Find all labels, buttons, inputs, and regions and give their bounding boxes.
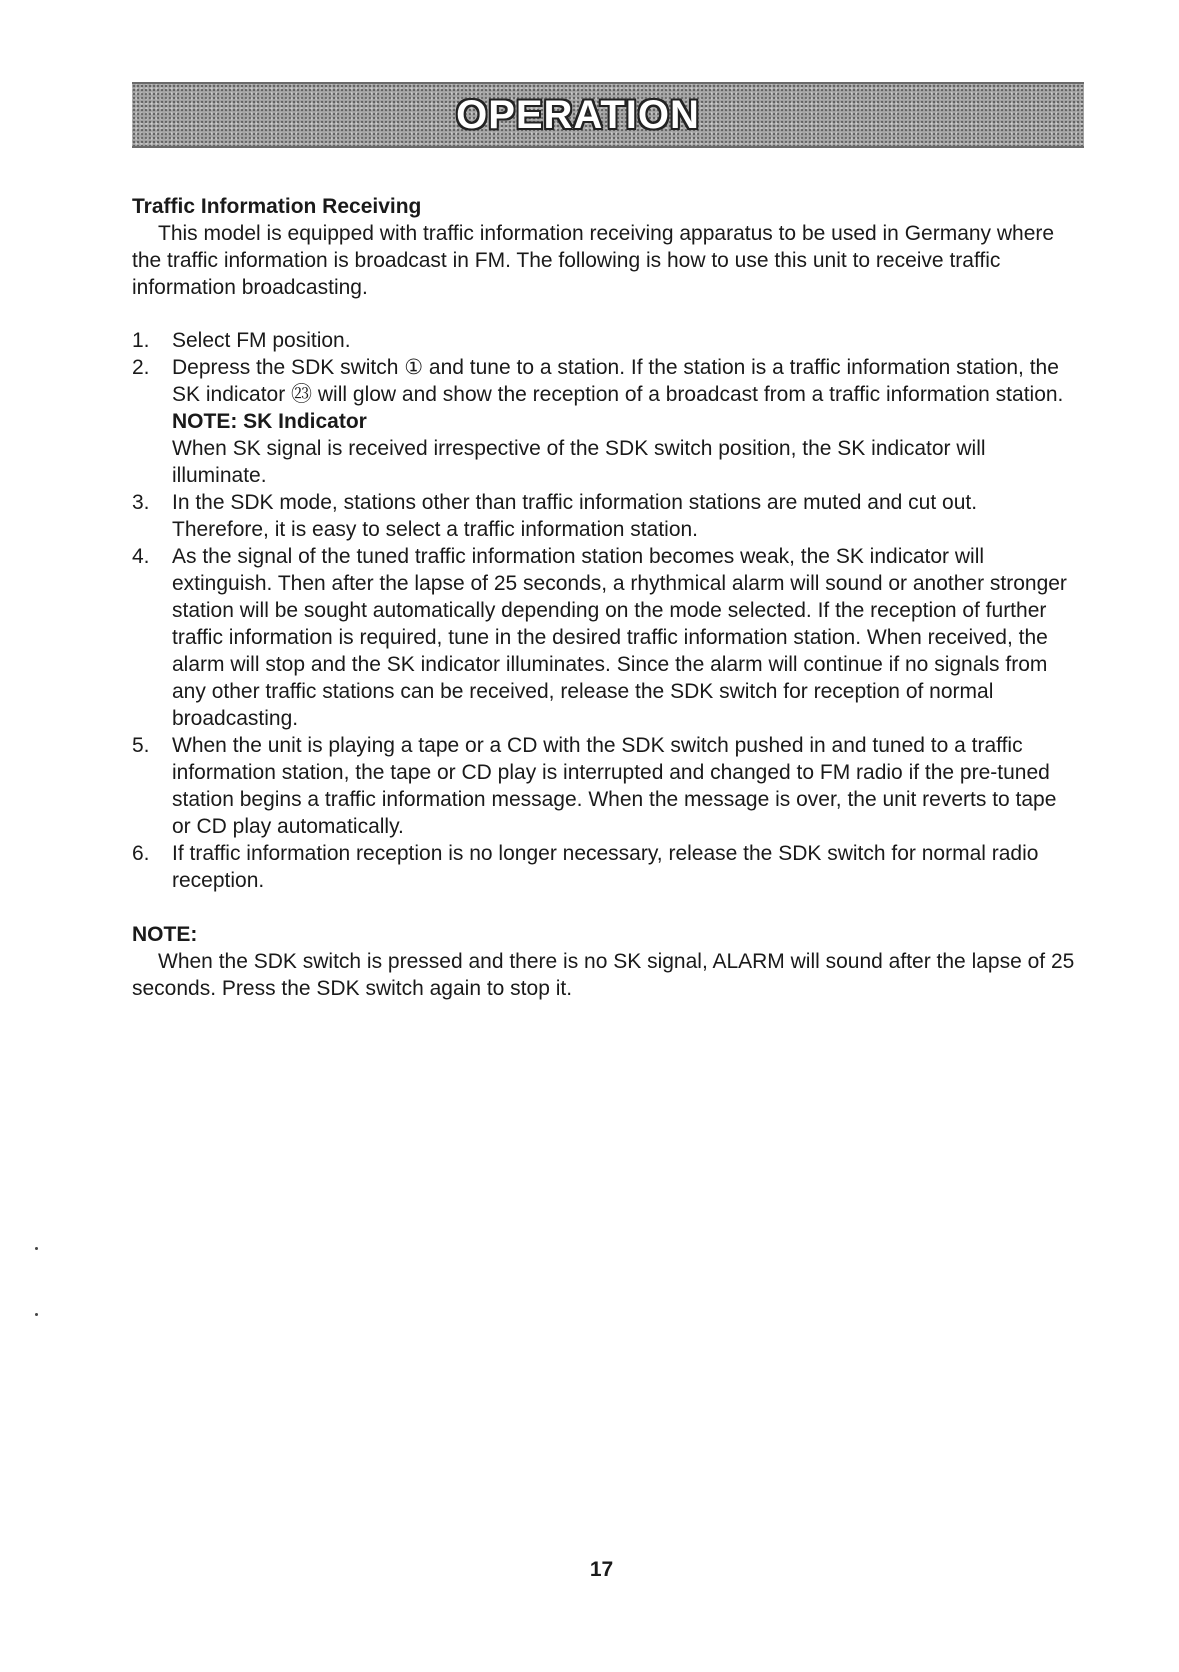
sk-indicator-note-title: NOTE: SK Indicator — [172, 410, 367, 433]
step-item — [132, 732, 1077, 840]
intro-paragraph: This model is equipped with traffic information receiving apparatus to be used in Germany where the traffic information is broadcast in FM. The following is how to use this unit to receive traffic information broadcasting. — [132, 222, 1055, 299]
scan-speck — [35, 1247, 38, 1250]
step-number: 6. — [132, 842, 150, 865]
step-item — [132, 840, 1077, 894]
step-item — [132, 327, 1077, 354]
step-text: In the SDK mode, stations other than traffic information stations are muted and cut out. Therefore, it is easy to select a traffic information station. — [172, 491, 978, 541]
scan-speck — [35, 1313, 38, 1316]
step-body — [172, 489, 1077, 543]
step-number: 5. — [132, 734, 150, 757]
step-body — [172, 354, 1077, 489]
sk-indicator-note-text: When SK signal is received irrespective of the SDK switch position, the SK indicator will illuminate. — [172, 437, 986, 487]
page-content — [132, 193, 1077, 1002]
step-number: 4. — [132, 545, 150, 568]
section-heading: Traffic Information Receiving — [132, 195, 422, 218]
banner-title: OPERATION — [456, 92, 700, 137]
step-number: 2. — [132, 356, 150, 379]
step-body — [172, 543, 1077, 732]
section-banner — [132, 82, 1084, 148]
note-heading: NOTE: — [132, 923, 198, 946]
step-item — [132, 543, 1077, 732]
step-body — [172, 840, 1077, 894]
step-number: 1. — [132, 329, 150, 352]
step-item — [132, 354, 1077, 489]
step-number: 3. — [132, 491, 150, 514]
step-text: If traffic information reception is no longer necessary, release the SDK switch for normal radio reception. — [172, 842, 1039, 892]
step-text: Select FM position. — [172, 329, 351, 352]
note-text: When the SDK switch is pressed and there is no SK signal, ALARM will sound after the lapse of 25 seconds. Press the SDK switch again to stop it. — [132, 950, 1075, 1000]
step-item — [132, 489, 1077, 543]
step-text: As the signal of the tuned traffic information station becomes weak, the SK indicator will extinguish. Then after the lapse of 25 seconds, a rhythmical alarm will sound or another stronger station will be sought automatically depending on the mode selected. If the reception of further traffic information is required, tune in the desired traffic information station. When received, the alarm will stop and the SK indicator illuminates. Since the alarm will continue if no signals from any other traffic stations can be received, release the SDK switch for reception of normal broadcasting. — [172, 545, 1067, 730]
step-text: Depress the SDK switch ① and tune to a station. If the station is a traffic information station, the SK indicator ㉓ will glow and show the reception of a broadcast from a traffic information station. — [172, 356, 1064, 406]
step-body — [172, 732, 1077, 840]
page-number: 17 — [589, 1558, 614, 1581]
step-body — [172, 327, 1077, 354]
steps-list — [132, 327, 1077, 894]
step-text: When the unit is playing a tape or a CD with the SDK switch pushed in and tuned to a traffic information station, the tape or CD play is interrupted and changed to FM radio if the pre-tuned station begins a traffic information message. When the message is over, the unit reverts to tape or CD play automatically. — [172, 734, 1057, 838]
